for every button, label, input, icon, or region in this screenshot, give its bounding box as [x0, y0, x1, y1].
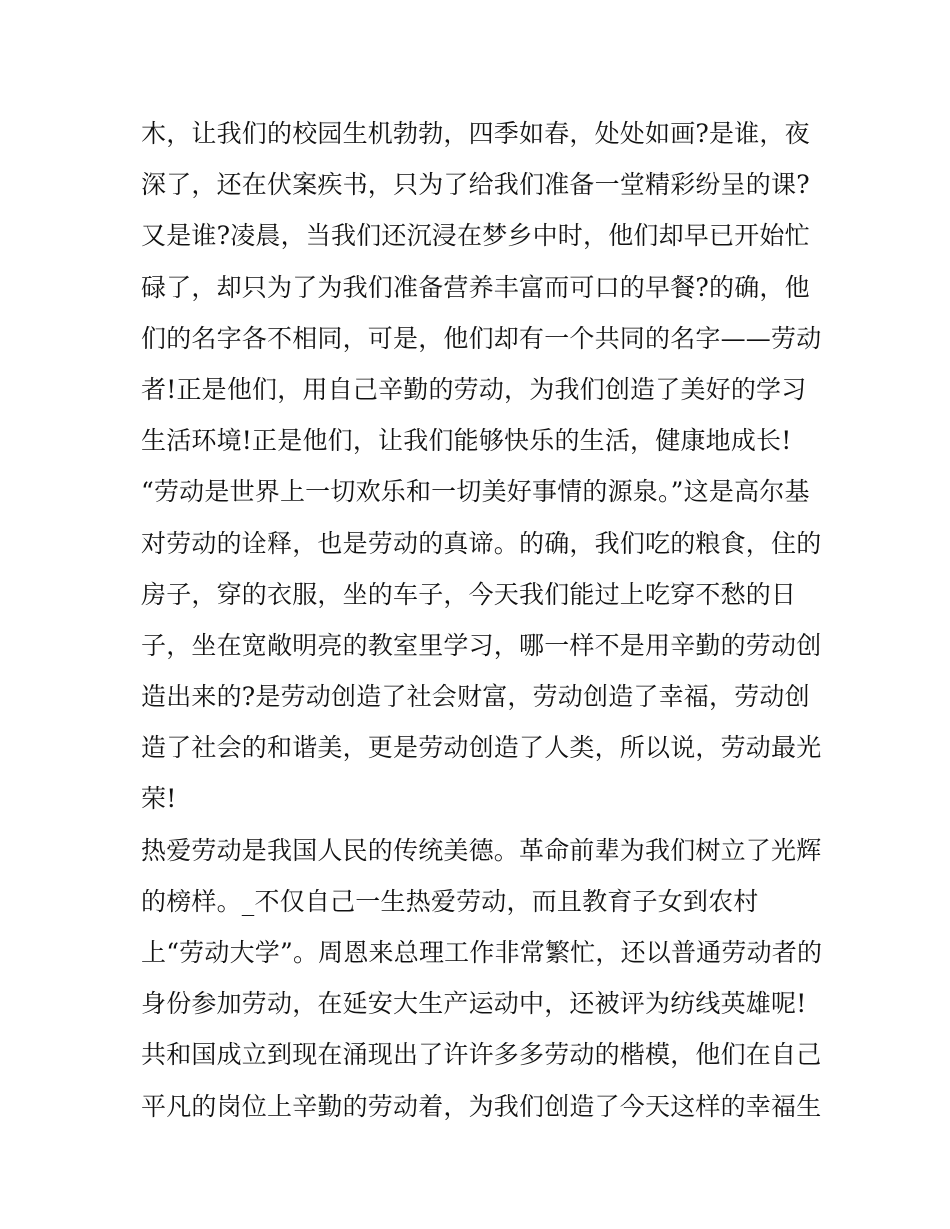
text-line-6: 者!正是他们，用自己辛勤的劳动，为我们创造了美好的学习 [141, 374, 807, 404]
text-line-5: 们的名字各不相同，可是，他们却有一个共同的名字——劳动 [141, 323, 822, 353]
text-line-2: 深了，还在伏案疾书，只为了给我们准备一堂精彩纷呈的课? [141, 170, 810, 200]
text-line-8: “劳动是世界上一切欢乐和一切美好事情的源泉。”这是高尔基 [141, 477, 810, 507]
text-line-11: 子，坐在宽敞明亮的教室里学习，哪一样不是用辛勤的劳动创 [141, 630, 822, 660]
text-line-19: 共和国成立到现在涌现出了许许多多劳动的楷模，他们在自己 [141, 1040, 822, 1070]
text-line-17: 上“劳动大学”。周恩来总理工作非常繁忙，还以普通劳动者的 [141, 938, 823, 967]
text-line-3: 又是谁?凌晨，当我们还沉浸在梦乡中时，他们却早已开始忙 [141, 221, 810, 251]
text-line-1: 木，让我们的校园生机勃勃，四季如春，处处如画?是谁，夜 [141, 119, 810, 148]
text-line-7: 生活环境!正是他们，让我们能够快乐的生活，健康地成长! [141, 426, 792, 456]
text-line-12: 造出来的?是劳动创造了社会财富，劳动创造了幸福，劳动创 [141, 682, 810, 712]
text-line-4: 碌了，却只为了为我们准备营养丰富而可口的早餐?的确，他 [141, 272, 810, 302]
text-line-15: 热爱劳动是我国人民的传统美德。革命前辈为我们树立了光辉 [141, 835, 822, 865]
body-text [141, 108, 821, 1132]
text-line-18: 身份参加劳动，在延安大生产运动中，还被评为纺线英雄呢! [141, 989, 807, 1019]
text-line-9: 对劳动的诠释，也是劳动的真谛。的确，我们吃的粮食，住的 [141, 528, 822, 558]
text-line-16: 的榜样。_不仅自己一生热爱劳动，而且教育子女到农村 [141, 886, 759, 916]
text-line-13: 造了社会的和谐美，更是劳动创造了人类，所以说，劳动最光 [141, 733, 822, 763]
text-line-20: 平凡的岗位上辛勤的劳动着，为我们创造了今天这样的幸福生 [141, 1091, 822, 1121]
text-line-10: 房子，穿的衣服，坐的车子，今天我们能过上吃穿不愁的日 [141, 579, 797, 609]
text-line-14: 荣! [141, 784, 177, 814]
